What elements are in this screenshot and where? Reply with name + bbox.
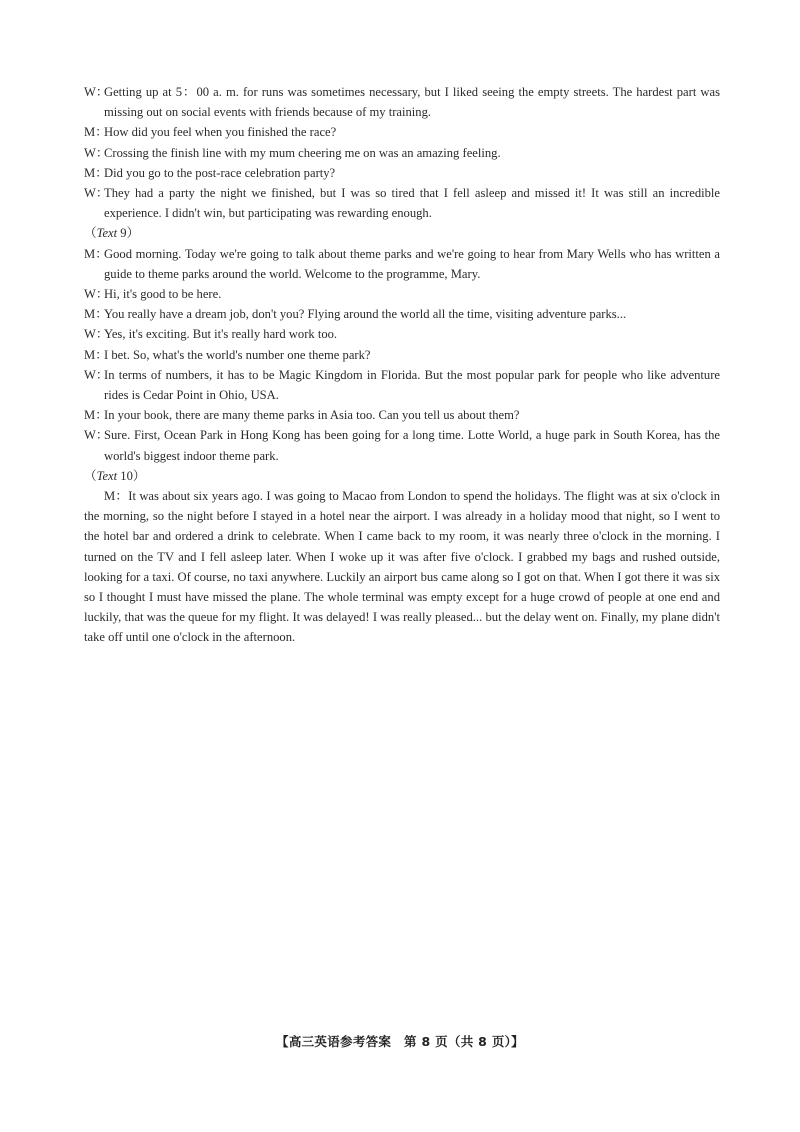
dialogue-line [84,324,720,344]
page-footer: 【高三英语参考答案 第 8 页（共 8 页）】 [276,1034,524,1049]
dialogue-text: You really have a dream job, don't you? Flying around the world all the time, visiting adventure parks... [104,307,627,322]
dialogue-line [84,244,720,284]
section-number: 10 [117,468,133,483]
speaker-label: W： [84,85,109,99]
document-body [84,82,720,648]
dialogue-text: Hi, it's good to be here. [104,287,222,302]
speaker-label: M： [84,125,108,140]
dialogue-line [84,122,720,142]
dialogue-text: They had a party the night we finished, but I was so tired that I fell asleep and missed it! It was still an incredible experience. I didn't win, but participating was rewarding enough. [104,186,720,221]
dialogue-line [84,365,720,405]
section-heading-text-10: （Text 10） [84,468,146,483]
dialogue-text: Getting up at 5：00 a. m. for runs was sometimes necessary, but I liked seeing the empty streets. The hardest part was missing out on social events with friends because of my training. [104,85,720,120]
dialogue-line [84,163,720,183]
speaker-label: M： [84,246,108,261]
section-label: Text [96,468,118,483]
dialogue-text: How did you feel when you finished the race? [104,125,337,140]
dialogue-text: I bet. So, what's the world's number one theme park? [104,347,371,362]
section-heading-text-9: （Text 9） [84,226,140,241]
speaker-label: W： [84,428,109,443]
dialogue-line [84,405,720,425]
dialogue-line [84,284,720,304]
dialogue-text: Yes, it's exciting. But it's really hard work too. [104,327,338,342]
speaker-label: M： [84,165,108,180]
speaker-label: W： [84,367,109,382]
speaker-label: W： [84,186,109,201]
dialogue-text: Good morning. Today we're going to talk about theme parks and we're going to hear from Mary Wells who has written a guide to theme parks around the world. Welcome to the programme, Mary. [104,246,720,281]
dialogue-line [84,143,720,163]
dialogue-text: In terms of numbers, it has to be Magic Kingdom in Florida. But the most popular park for people who like adventure rides is Cedar Point in Ohio, USA. [104,367,720,403]
speaker-label: W： [84,327,109,342]
dialogue-line [84,425,720,465]
dialogue-line [84,183,720,223]
speaker-label: M： [84,347,108,362]
monologue-paragraph: M：It was about six years ago. I was going to Macao from London to spend the holidays. The flight was at six o'clock in the morning, so the night before I stayed in a hotel near the airport. I was already in a holiday mood that night, so I went to the hotel bar and ordered a drink to celebrate. When I came back to my room, it was nearly three o'clock in the morning. I turned on the TV and I fell asleep later. When I woke up it was after five o'clock. I grabbed my bags and rushed outside, looking for a taxi. Of course, no taxi anywhere. Luckily an airport bus came along so I got on that. When I got there it was six so I thought I must have missed the plane. The whole terminal was empty except for a huge crowd of people at one end and luckily, that was the queue for my flight. It was delayed! I was really pleased... but the delay went on. Finally, my plane didn't take off until one o'clock in the afternoon. [84,489,720,645]
dialogue-text: Sure. First, Ocean Park in Hong Kong has been going for a long time. Lotte World, a huge park in South Korea, has the world's biggest indoor theme park. [104,428,720,463]
speaker-label: W： [84,145,109,160]
dialogue-line [84,345,720,365]
section-label: Text [96,226,118,241]
speaker-label: W： [84,287,109,302]
dialogue-line [84,304,720,324]
dialogue-line [84,82,720,122]
dialogue-text: In your book, there are many theme parks in Asia too. Can you tell us about them? [104,408,520,423]
speaker-label: M： [84,408,108,423]
dialogue-text: Did you go to the post-race celebration party? [104,165,336,180]
speaker-label: M： [84,307,108,322]
section-number: 9 [117,226,127,241]
dialogue-text: Crossing the finish line with my mum cheering me on was an amazing feeling. [104,145,501,160]
